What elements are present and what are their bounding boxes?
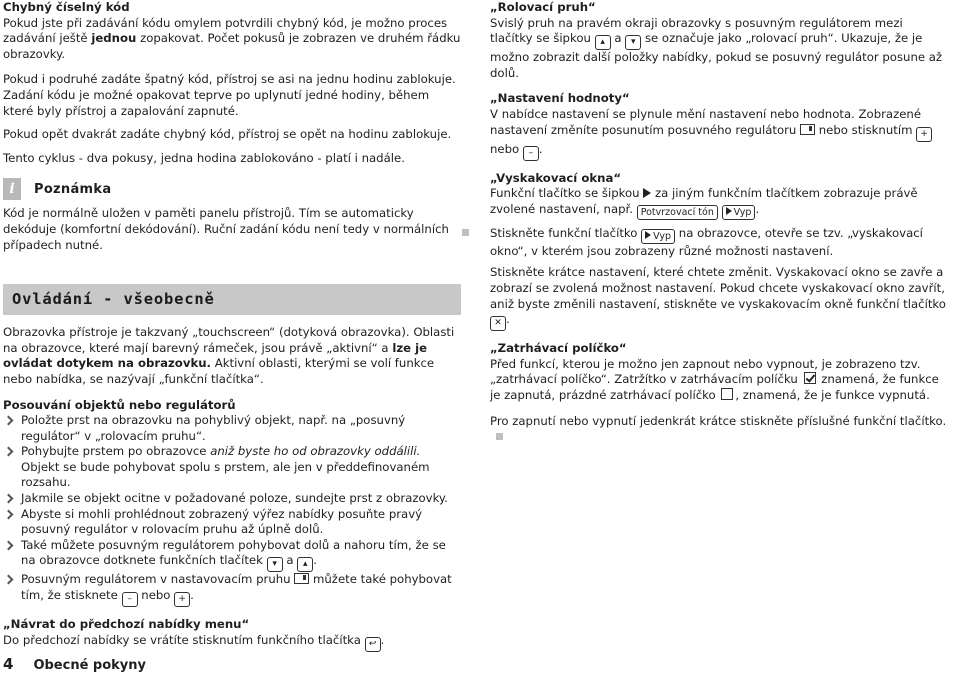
heading-set-value: „Nastavení hodnoty“ (490, 91, 630, 106)
paragraph-toggle: Pro zapnutí nebo vypnutí jedenkrát krátce stiskněte příslušné funkční tlačítko. (490, 414, 948, 445)
off-key: Vyp (722, 205, 756, 220)
paragraph-wrong-code: Pokud jste při zadávání kódu omylem potvrdili chybný kód, je možno proces zadávání ještě jednou zopakovat. Počet pokusů je zobrazen ve druhém řádku obrazovky. (3, 15, 461, 61)
page-footer (3, 655, 146, 673)
left-column (3, 0, 461, 652)
paragraph-second-attempt: Pokud i podruhé zadáte špatný kód, přístroj se asi na jednu hodinu zablokuje. Zadání kódu je možné opakovat teprve po uplynutí jedné hodiny, během které byly přístroj a zapalování zapnuté. (3, 72, 456, 118)
right-column (490, 0, 948, 445)
note-text: Kód je normálně uložen v paměti panelu přístrojů. Tím se automaticky dekóduje (komfortní dekódování). Ruční zadání kódu není tedy v normálních případech nutné. (3, 206, 449, 252)
heading-wrong-code: Chybný číselný kód (3, 0, 130, 14)
footer-title: Obecné pokyny (33, 658, 147, 673)
paragraph-set-value: V nabídce nastavení se plynule mění nastavení nebo hodnota. Zobrazené nastavení změníte posunutím posuvného regulátoru nebo stisknutím + nebo – . (490, 107, 948, 161)
heading-move-objects: Posouvání objektů nebo regulátorů (3, 397, 236, 412)
arrow-up-key-icon: ▴ (595, 35, 611, 50)
bullet-item: Položte prst na obrazovku na pohyblivý objekt, např. na „posuvný regulátor“ v „rolovacím pruhu“. (3, 413, 461, 444)
bullet-item: Jakmile se objekt ocitne v požadované poloze, sundejte prst z obrazovky. (3, 491, 461, 507)
off-key: Vyp (641, 229, 675, 244)
slider-icon (294, 573, 309, 584)
slider-icon (800, 124, 815, 135)
paragraph-back-menu: Do předchozí nabídky se vrátíte stisknutím funkčního tlačítka ↩ . (3, 633, 461, 652)
plus-key-icon: + (174, 592, 190, 607)
close-key-icon: ✕ (490, 316, 506, 331)
paragraph-scroll-bar: Svislý pruh na pravém okraji obrazovky s posuvným regulátorem mezi tlačítky se šipkou ▴ a ▾ se označuje jako „rolovací pruh“. Ukazuje, že je možno zobrazit další položky nabídky, pokud se posuvný regulátor posune až dolů. (490, 15, 943, 80)
minus-key-icon: – (523, 146, 539, 161)
page-number: 4 (3, 655, 14, 673)
paragraph-repeat-block: Pokud opět dvakrát zadáte chybný kód, přístroj se opět na hodinu zablokuje. (3, 127, 452, 142)
bullet-item: Pohybujte prstem po obrazovce aniž byste ho od obrazovky oddálili. Objekt se bude pohybovat spolu s prstem, ale jen v předdefinovaném rozsahu. (3, 444, 461, 491)
arrow-down-key-icon: ▾ (267, 557, 283, 572)
confirm-tone-key: Potvrzovací tón (637, 205, 718, 220)
end-marker-icon (496, 433, 503, 440)
bullet-item: Posuvným regulátorem v nastavovacím pruhu můžete také pohybovat tím, že stisknete – nebo + . (3, 572, 461, 607)
note-header (3, 178, 461, 200)
note-title: Poznámka (34, 181, 112, 197)
paragraph-cycle: Tento cyklus - dva pokusy, jedna hodina zablokováno - platí i nadále. (3, 150, 405, 165)
paragraph-touchscreen: Obrazovka přístroje je takzvaný „touchscreen“ (dotyková obrazovka). Oblasti na obrazovce, které mají barevný rámeček, jsou právě „aktivní“ a lze je ovládat dotykem na obrazovku. Aktivní oblasti, kterými se volí funkce nebo nabídka, se nazývají „funkční tlačítka“. (3, 325, 455, 386)
empty-checkbox-icon (721, 388, 733, 400)
arrow-right-icon (645, 231, 651, 239)
arrow-up-key-icon: ▴ (297, 557, 313, 572)
heading-scroll-bar: „Rolovací pruh“ (490, 0, 596, 14)
back-key-icon: ↩ (365, 637, 381, 652)
heading-back-menu: „Návrat do předchozí nabídky menu“ (3, 617, 250, 632)
info-icon: i (3, 178, 21, 200)
paragraph-popup-close: Stiskněte krátce nastavení, které chtete změnit. Vyskakovací okno se zavře a zobrazí se zvolená možnost nastavení. Pokud chcete vyskakovací okno zavřít, aniž byste změnili nastavení, stiskněte ve vyskakovacím okně funkční tlačítko ✕ . (490, 265, 948, 331)
bullet-item: Abyste si mohli prohlédnout zobrazený výřez nabídky posuňte pravý posuvný regulátor v rolovacím pruhu až úplně dolů. (3, 507, 461, 538)
section-title-bar: Ovládání - všeobecně (3, 284, 461, 315)
arrow-right-icon (726, 207, 732, 215)
bullet-item: Také můžete posuvným regulátorem pohybovat dolů a nahoru tím, že se na obrazovce dotknete funkčních tlačítek ▾ a ▴ . (3, 538, 461, 573)
paragraph-popup-open: Stiskněte funkční tlačítko Vyp na obrazovce, otevře se tzv. „vyskakovací okno“, v kterém jsou zobrazeny různé možnosti nastavení. (490, 225, 923, 258)
paragraph-checkbox: Před funkcí, kterou je možno jen zapnout nebo vypnout, je zobrazeno tzv. „zatrhávací políčko“. Zatržítko v zatrhávacím políčku znamená, že funkce je zapnutá, prázdné zatrhávací políčko , znamená, že je funkce vypnutá. (490, 356, 939, 402)
paragraph-popup-arrow: Funkční tlačítko se šipkou za jiným funkčním tlačítkem zobrazuje právě zvolené nastavení, např. Potvrzovací tón Vyp . (490, 186, 918, 218)
heading-popup-windows: „Vyskakovací okna“ (490, 170, 622, 185)
end-marker-icon (462, 229, 469, 236)
arrow-down-key-icon: ▾ (625, 35, 641, 50)
plus-key-icon: + (916, 127, 932, 142)
checked-checkbox-icon (804, 372, 816, 384)
minus-key-icon: – (122, 592, 138, 607)
arrow-right-icon (643, 188, 651, 198)
heading-checkbox: „Zatrhávací políčko“ (490, 341, 627, 356)
